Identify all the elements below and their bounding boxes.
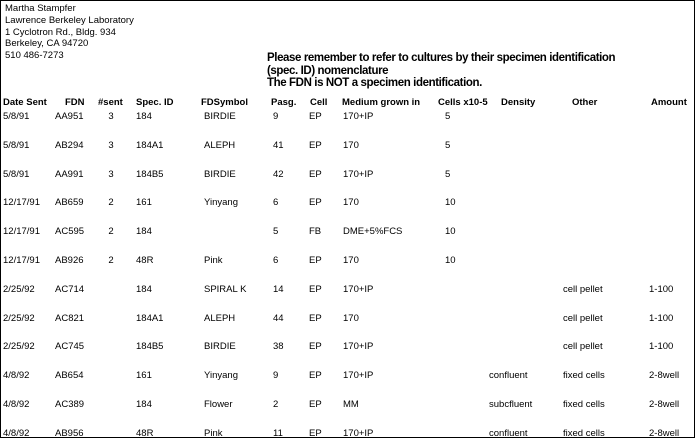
cell-passage: 41 — [273, 139, 284, 151]
header-spec-id: Spec. ID — [136, 97, 174, 108]
cell-fd-symbol: BIRDIE — [204, 341, 236, 353]
table-row — [1, 169, 694, 183]
cell-spec-id: 184A1 — [136, 312, 164, 324]
cell-medium: 170+IP — [343, 111, 374, 122]
table-row — [1, 370, 694, 384]
cell-medium: 170+IP — [343, 370, 374, 382]
cell-medium: 170 — [343, 312, 359, 324]
cell-date-sent: 12/17/91 — [3, 197, 40, 209]
notice-line: (spec. ID) nomenclature — [267, 64, 389, 77]
header-density: Density — [501, 97, 536, 108]
cell-medium: 170 — [343, 255, 359, 266]
cell-date-sent: 2/25/92 — [3, 341, 35, 353]
cell-other: cell pellet — [563, 341, 603, 353]
cell-sent-count: 2 — [108, 197, 114, 209]
cell-other: cell pellet — [563, 312, 603, 324]
cell-spec-id: 184 — [136, 283, 152, 295]
address-line: Berkeley, CA 94720 — [5, 38, 89, 50]
address-line: 510 486-7273 — [5, 50, 64, 62]
nomenclature-notice — [267, 52, 615, 90]
cell-passage: 42 — [273, 168, 284, 180]
cell-amount: 1-100 — [649, 341, 674, 353]
cell-medium: 170+IP — [343, 168, 374, 180]
cell-passage: 9 — [273, 370, 279, 382]
cell-sent-count: 3 — [108, 168, 114, 180]
cell-density: confluent — [489, 370, 528, 382]
cell-medium: 170 — [343, 139, 359, 151]
cell-cells-count: 10 — [445, 226, 456, 238]
cell-fd-symbol: BIRDIE — [204, 111, 236, 122]
cell-date-sent: 4/8/92 — [3, 399, 30, 410]
notice-line: Please remember to refer to cultures by their specimen identification — [267, 52, 616, 64]
header-amount: Amount — [651, 97, 687, 108]
cell-medium: 170+IP — [343, 283, 374, 295]
cell-date-sent: 5/8/91 — [3, 139, 30, 151]
cell-cell-type: EP — [309, 168, 322, 180]
sender-address — [5, 3, 134, 62]
cell-spec-id: 184 — [136, 399, 152, 410]
cell-sent-count: 2 — [108, 255, 114, 266]
address-line: Martha Stampfer — [5, 3, 76, 14]
cell-passage: 2 — [273, 399, 279, 410]
header-pasg: Pasg. — [271, 97, 297, 108]
cell-medium: 170+IP — [343, 341, 374, 353]
cell-cell-type: EP — [309, 427, 322, 438]
cell-fdn: AA951 — [55, 111, 84, 122]
cell-passage: 9 — [273, 111, 279, 122]
table-row — [1, 226, 694, 240]
cell-passage: 44 — [273, 312, 284, 324]
cell-date-sent: 2/25/92 — [3, 283, 35, 295]
header-other: Other — [572, 97, 598, 108]
cell-other: fixed cells — [563, 399, 605, 410]
cell-fd-symbol: Pink — [204, 427, 223, 438]
cell-medium: DME+5%FCS — [343, 226, 403, 238]
cell-amount: 1-100 — [649, 283, 674, 295]
cell-density: subcfluent — [489, 399, 533, 410]
cell-spec-id: 161 — [136, 197, 152, 209]
address-line: Lawrence Berkeley Laboratory — [5, 14, 134, 26]
cell-fdn: AA991 — [55, 168, 84, 180]
table-row — [1, 284, 694, 298]
cell-spec-id: 161 — [136, 370, 152, 382]
cell-passage: 6 — [273, 255, 279, 266]
header-date-sent: Date Sent — [3, 97, 47, 108]
cell-fd-symbol: Pink — [204, 255, 223, 266]
cell-density: confluent — [489, 427, 528, 438]
cell-date-sent: 4/8/92 — [3, 370, 30, 382]
header-fdn: FDN — [65, 97, 85, 108]
cell-fdn: AC714 — [55, 283, 85, 295]
cell-other: fixed cells — [563, 427, 605, 438]
cell-fdn: AB654 — [55, 370, 84, 382]
cell-medium: 170 — [343, 197, 359, 209]
cell-cells-count: 10 — [445, 197, 456, 209]
cell-spec-id: 184B5 — [136, 168, 164, 180]
cell-sent-count: 2 — [108, 226, 114, 238]
cell-cell-type: EP — [309, 341, 322, 353]
cell-fdn: AB926 — [55, 255, 84, 266]
cell-cell-type: EP — [309, 197, 322, 209]
cell-fd-symbol: Flower — [204, 399, 233, 410]
cell-fd-symbol: BIRDIE — [204, 168, 236, 180]
cell-cells-count: 10 — [445, 255, 456, 266]
cell-sent-count: 3 — [108, 139, 114, 151]
cell-date-sent: 2/25/92 — [3, 312, 35, 324]
cell-cell-type: EP — [309, 255, 322, 266]
cell-fd-symbol: Yinyang — [204, 197, 238, 209]
cell-fdn: AC821 — [55, 312, 85, 324]
cell-sent-count: 3 — [108, 111, 114, 122]
cell-spec-id: 184 — [136, 226, 152, 238]
cell-amount: 2-8well — [649, 370, 680, 382]
cell-spec-id: 48R — [136, 255, 154, 266]
table-row — [1, 428, 694, 438]
header-sent: #sent — [98, 97, 123, 108]
table-row — [1, 313, 694, 327]
cell-cell-type: FB — [309, 226, 322, 238]
table-row — [1, 140, 694, 154]
cell-cells-count: 5 — [445, 139, 451, 151]
cell-date-sent: 12/17/91 — [3, 226, 40, 238]
cell-passage: 11 — [273, 427, 283, 438]
cell-fdn: AB659 — [55, 197, 84, 209]
table-row — [1, 399, 694, 413]
cell-fd-symbol: SPIRAL K — [204, 283, 247, 295]
cell-amount: 1-100 — [649, 312, 674, 324]
cell-cell-type: EP — [309, 111, 322, 122]
cell-spec-id: 48R — [136, 427, 154, 438]
cell-cell-type: EP — [309, 370, 322, 382]
cell-date-sent: 12/17/91 — [3, 255, 40, 266]
cell-medium: MM — [343, 399, 359, 410]
cell-cell-type: EP — [309, 139, 322, 151]
cell-fdn: AB956 — [55, 427, 84, 438]
cell-passage: 6 — [273, 197, 279, 209]
header-cells: Cells x10-5 — [438, 97, 488, 108]
cell-cells-count: 5 — [445, 111, 451, 122]
cell-cell-type: EP — [309, 312, 322, 324]
notice-line: The FDN is NOT a specimen identification. — [267, 77, 482, 90]
table-row — [1, 111, 694, 125]
header-fdsymbol: FDSymbol — [201, 97, 248, 108]
cell-date-sent: 5/8/91 — [3, 168, 30, 180]
cell-fd-symbol: ALEPH — [204, 139, 236, 151]
cell-other: fixed cells — [563, 370, 605, 382]
table-row — [1, 255, 694, 269]
cell-spec-id: 184A1 — [136, 139, 164, 151]
cell-spec-id: 184B5 — [136, 341, 164, 353]
cell-spec-id: 184 — [136, 111, 152, 122]
cell-fdn: AC745 — [55, 341, 85, 353]
cell-date-sent: 4/8/92 — [3, 427, 30, 438]
cell-passage: 14 — [273, 283, 284, 295]
header-cell: Cell — [310, 97, 328, 108]
cell-fd-symbol: Yinyang — [204, 370, 238, 382]
table-row — [1, 341, 694, 355]
cell-passage: 38 — [273, 341, 284, 353]
cell-fd-symbol: ALEPH — [204, 312, 236, 324]
cell-passage: 5 — [273, 226, 279, 238]
cell-fdn: AC389 — [55, 399, 85, 410]
cell-amount: 2-8well — [649, 399, 680, 410]
cell-fdn: AB294 — [55, 139, 84, 151]
cell-cells-count: 5 — [445, 168, 451, 180]
cell-medium: 170+IP — [343, 427, 374, 438]
cell-fdn: AC595 — [55, 226, 85, 238]
cell-other: cell pellet — [563, 283, 603, 295]
table-row — [1, 197, 694, 211]
cell-amount: 2-8well — [649, 427, 680, 438]
address-line: 1 Cyclotron Rd., Bldg. 934 — [5, 26, 116, 38]
header-medium: Medium grown in — [342, 97, 421, 108]
cell-cell-type: EP — [309, 399, 322, 410]
cell-cell-type: EP — [309, 283, 322, 295]
cell-date-sent: 5/8/91 — [3, 111, 30, 122]
